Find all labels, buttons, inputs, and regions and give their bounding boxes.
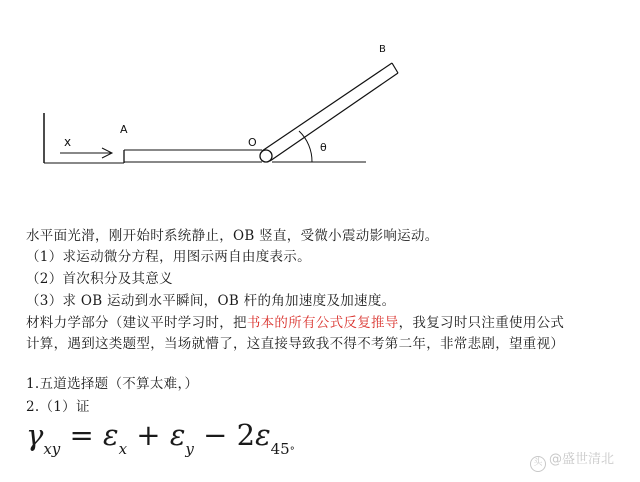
equals-sign: = [60,418,104,452]
highlighted-advice: 书本的所有公式反复推导 [246,315,399,331]
gamma-symbol: γ [26,418,44,452]
materials-continuation: 计算，遇到这类题型，当场就懵了，这直接导致我不得不考第二年，非常悲剧，望重视） [26,336,565,352]
theta-arc [299,131,312,162]
plus-sign: + [127,418,170,452]
materials-text-start: 材料力学部分（建议平时学习时，把 [26,315,247,331]
subscript-x: x [118,440,128,458]
problem-statement: 水平面光滑，刚开始时系统静止，OB 竖直，受微小震动影响运动。 [26,228,439,244]
question-1: （1）求运动微分方程，用图示两自由度表示。 [26,249,311,265]
rod-ob-edge-top [262,63,392,151]
watermark-text: @盛世清北 [549,452,615,467]
question-2: （2）首次积分及其意义 [26,271,173,287]
item-proof: 2.（1）证 [26,399,90,415]
label-o: O [248,136,257,149]
materials-text-end: ，我复习时只注重使用公式 [398,315,565,331]
gamma-subscript: xy [43,440,61,458]
materials-section-line [26,313,564,333]
epsilon-x: ε [103,418,119,452]
label-b: B [379,44,386,55]
label-theta: θ [320,141,327,154]
mechanism-diagram [0,0,640,220]
subscript-45: 45 [270,440,290,458]
label-a: A [120,123,128,136]
watermark-icon: 头 [530,456,546,472]
degree-symbol: ° [289,446,295,457]
subscript-y: y [185,440,194,458]
question-3: （3）求 OB 运动到水平瞬间，OB 杆的角加速度及加速度。 [26,293,396,309]
item-choice-questions: 1.五道选择题（不算太难，） [26,376,199,392]
strain-formula [26,418,346,474]
label-x: x [64,135,72,149]
epsilon-y: ε [169,418,186,452]
watermark [530,448,614,472]
minus-sign: − [193,418,237,452]
rod-ob-edge-bottom [270,73,398,161]
epsilon-45: ε [255,418,271,452]
rod-ob-end [392,63,398,73]
coefficient: 2 [236,418,256,452]
